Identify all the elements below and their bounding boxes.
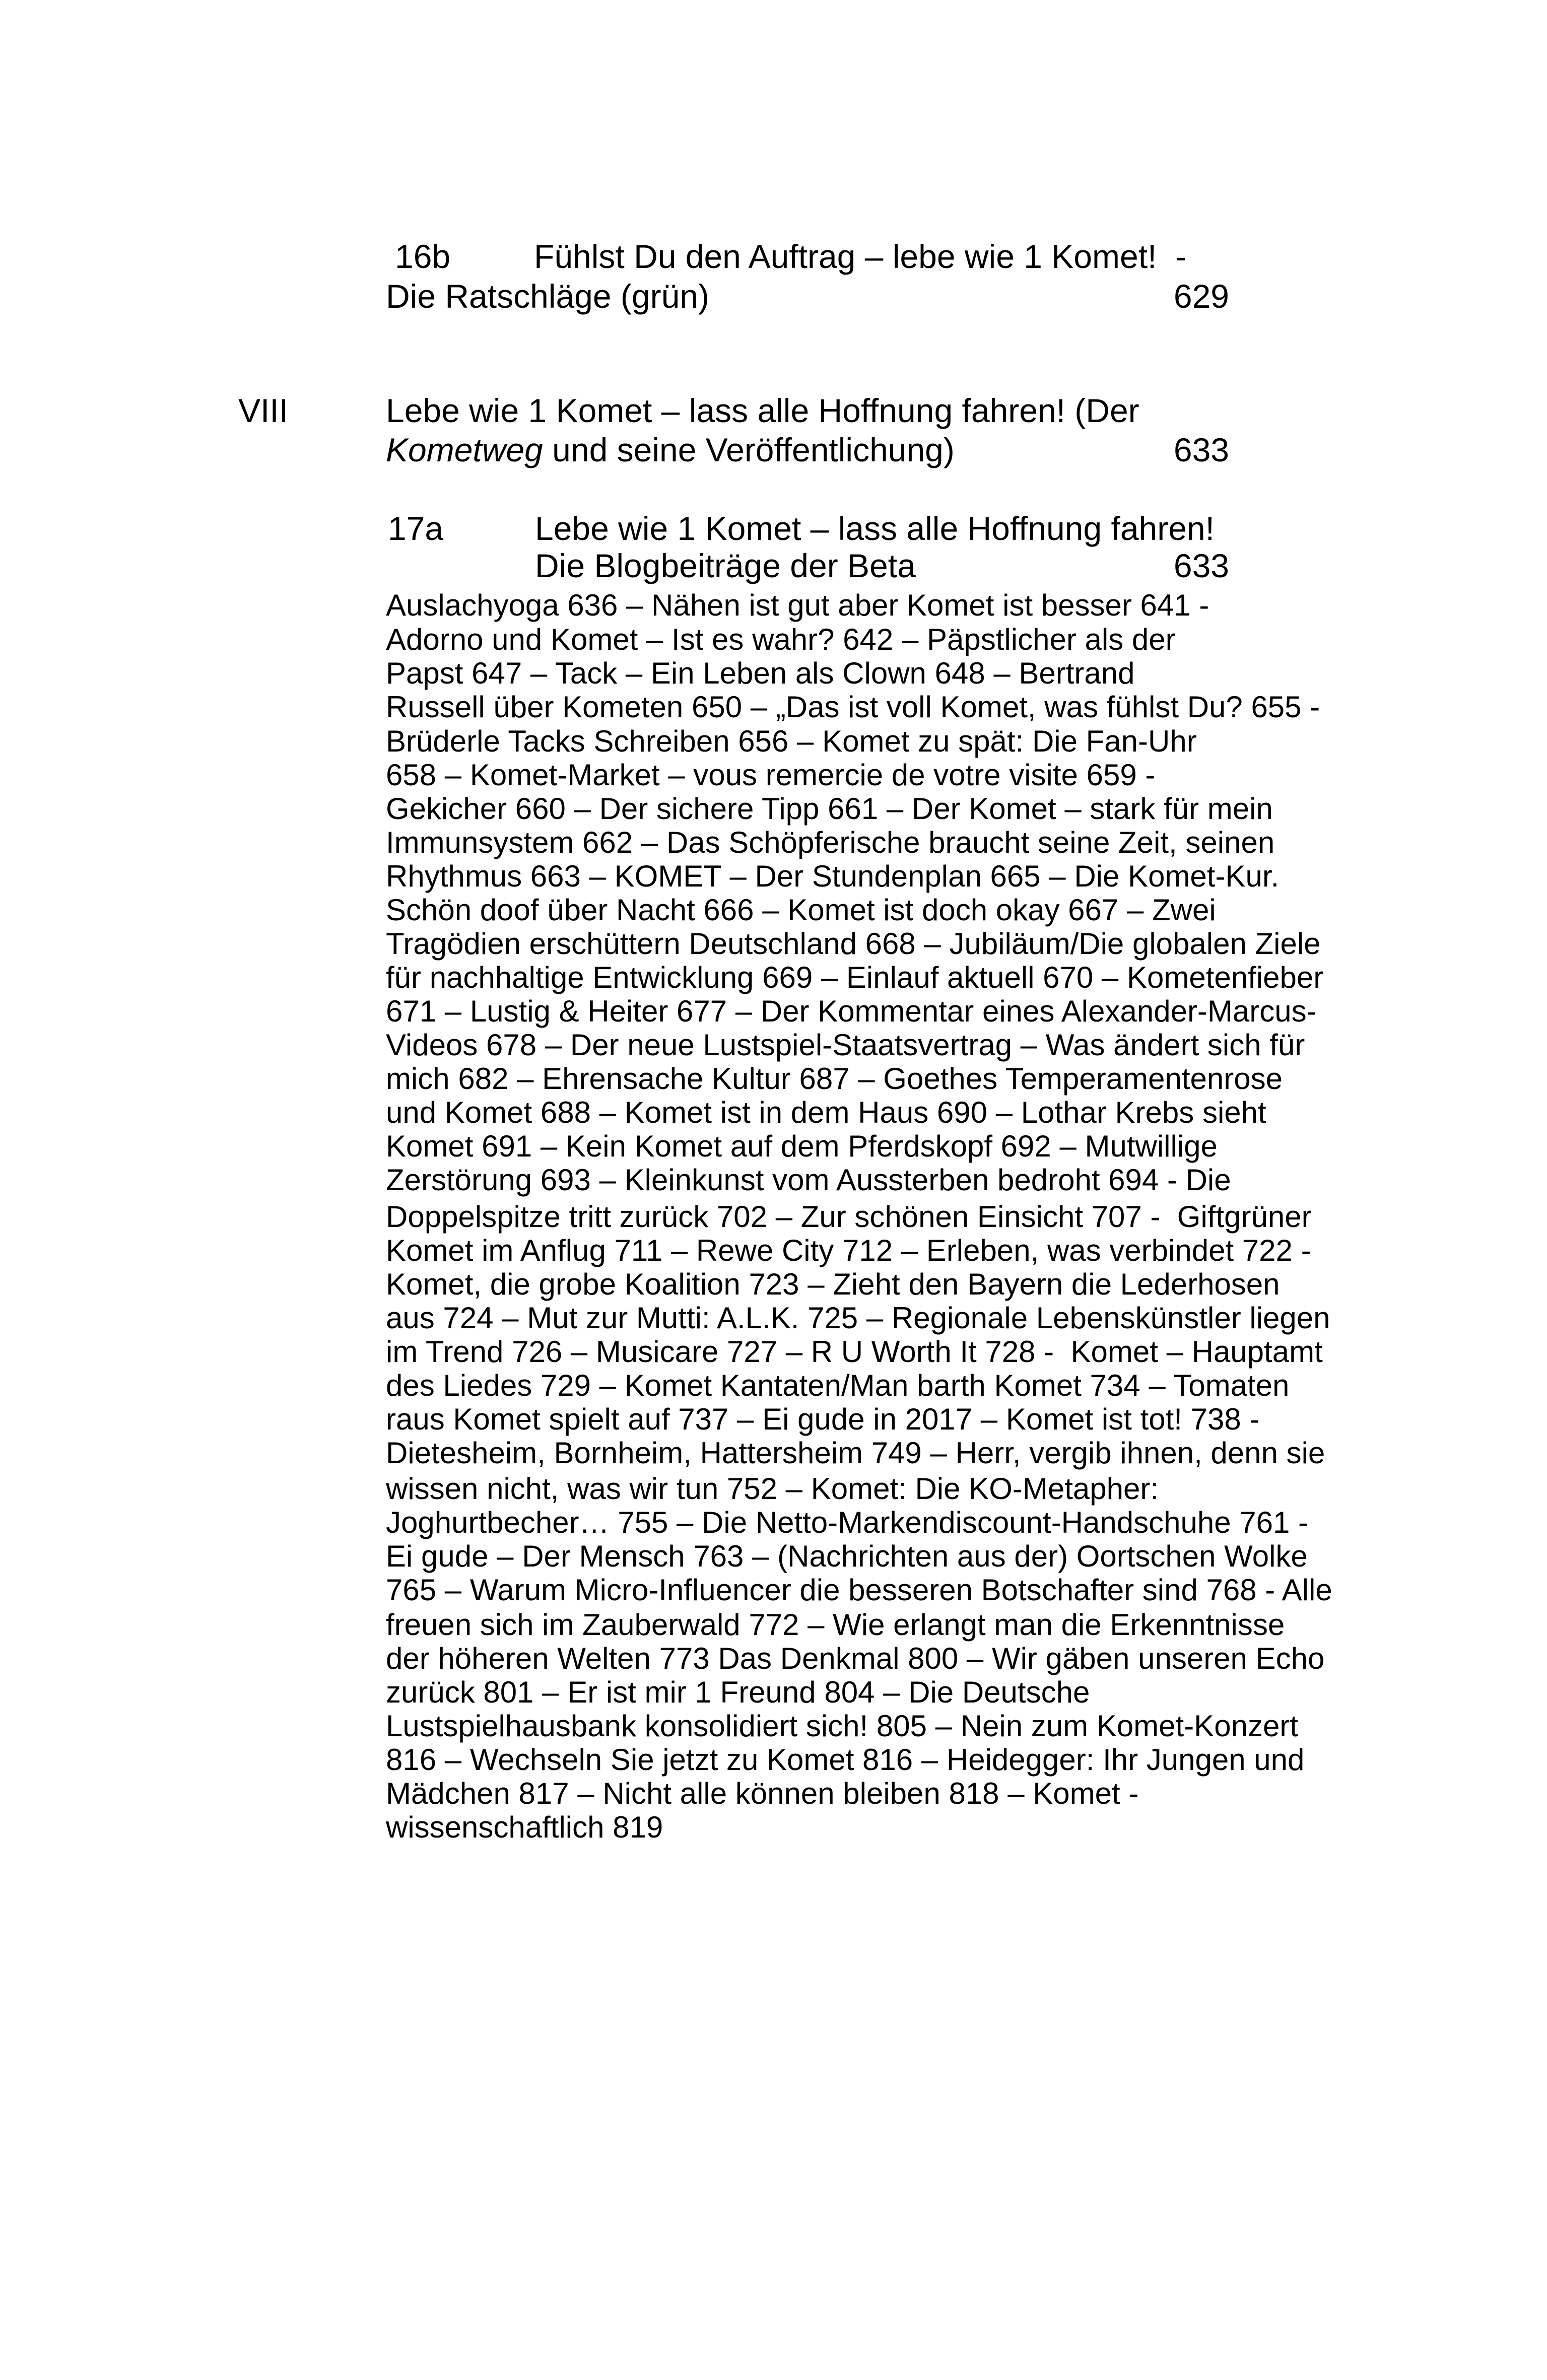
toc-entry-line: Lustspielhausbank konsolidiert sich! 805 – Nein zum Komet-Konzert <box>386 1709 1298 1743</box>
toc-17a-number: 17a <box>388 510 444 547</box>
toc-entry-line: Tragödien erschüttern Deutschland 668 – Jubiläum/Die globalen Ziele <box>386 927 1321 961</box>
toc-entry-line: für nachhaltige Entwicklung 669 – Einlauf aktuell 670 – Kometenfieber <box>386 961 1324 994</box>
toc-entry-line: des Liedes 729 – Komet Kantaten/Man barth Komet 734 – Tomaten <box>386 1369 1290 1402</box>
toc-entry-line: Brüderle Tacks Schreiben 656 – Komet zu spät: Die Fan-Uhr <box>386 724 1197 758</box>
toc-16b-title-line2: Die Ratschläge (grün) <box>386 278 709 315</box>
toc-entry-line: 816 – Wechseln Sie jetzt zu Komet 816 – Heidegger: Ihr Jungen und <box>386 1743 1305 1777</box>
toc-entry-line: 658 – Komet-Market – vous remercie de votre visite 659 - <box>386 758 1156 792</box>
toc-entry-line: freuen sich im Zauberwald 772 – Wie erlangt man die Erkenntnisse <box>386 1608 1285 1642</box>
toc-part-page: 633 <box>1173 431 1229 468</box>
toc-17a-page: 633 <box>1173 547 1229 584</box>
toc-entry-line: Papst 647 – Tack – Ein Leben als Clown 648 – Bertrand <box>386 656 1135 690</box>
toc-entry-line: mich 682 – Ehrensache Kultur 687 – Goethes Temperamentenrose <box>386 1062 1283 1096</box>
toc-17a-title-line2: Die Blogbeiträge der Beta <box>535 547 916 584</box>
toc-entry-line: Rhythmus 663 – KOMET – Der Stundenplan 665 – Die Komet-Kur. <box>386 859 1280 893</box>
toc-entry-line: Gekicher 660 – Der sichere Tipp 661 – Der Komet – stark für mein <box>386 792 1273 826</box>
toc-part-numeral: VIII <box>238 392 289 429</box>
toc-entry-line: der höheren Welten 773 Das Denkmal 800 – Wir gäben unseren Echo <box>386 1642 1325 1675</box>
toc-17a-title-line1: Lebe wie 1 Komet – lass alle Hoffnung fahren! <box>535 510 1215 547</box>
toc-entry-line: 765 – Warum Micro-Influencer die besseren Botschafter sind 768 - Alle <box>386 1573 1332 1607</box>
toc-16b-number: 16b <box>395 238 451 275</box>
toc-entry-line: und Komet 688 – Komet ist in dem Haus 690 – Lothar Krebs sieht <box>386 1096 1266 1129</box>
toc-entry-line: Doppelspitze tritt zurück 702 – Zur schönen Einsicht 707 - Giftgrüner <box>386 1200 1312 1234</box>
toc-entry-line: Dietesheim, Bornheim, Hattersheim 749 – Herr, vergib ihnen, denn sie <box>386 1436 1325 1470</box>
toc-part-title-line1: Lebe wie 1 Komet – lass alle Hoffnung fahren! (Der <box>386 392 1139 429</box>
toc-entry-line: raus Komet spielt auf 737 – Ei gude in 2017 – Komet ist tot! 738 - <box>386 1402 1260 1436</box>
toc-16b-page: 629 <box>1173 278 1229 315</box>
toc-entry-line: Videos 678 – Der neue Lustspiel-Staatsvertrag – Was ändert sich für <box>386 1028 1305 1062</box>
toc-entry-line: zurück 801 – Er ist mir 1 Freund 804 – Die Deutsche <box>386 1675 1090 1709</box>
toc-entry-line: Auslachyoga 636 – Nähen ist gut aber Komet ist besser 641 - <box>386 588 1209 622</box>
toc-entry-line: wissenschaftlich 819 <box>386 1810 663 1844</box>
toc-entry-line: Komet 691 – Kein Komet auf dem Pferdskopf 692 – Mutwillige <box>386 1129 1218 1163</box>
toc-entry-line: Mädchen 817 – Nicht alle können bleiben 818 – Komet - <box>386 1777 1139 1810</box>
toc-entry-line: aus 724 – Mut zur Mutti: A.L.K. 725 – Regionale Lebenskünstler liegen <box>386 1301 1330 1335</box>
toc-part-title-line2 <box>386 433 955 466</box>
toc-entry-line: wissen nicht, was wir tun 752 – Komet: Die KO-Metapher: <box>386 1472 1159 1506</box>
toc-entry-line: Adorno und Komet – Ist es wahr? 642 – Päpstlicher als der <box>386 623 1176 656</box>
toc-entry-line: 671 – Lustig & Heiter 677 – Der Kommentar eines Alexander-Marcus- <box>386 994 1317 1028</box>
toc-entry-line: im Trend 726 – Musicare 727 – R U Worth It 728 - Komet – Hauptamt <box>386 1335 1323 1369</box>
toc-part-title-italic: Kometweg <box>386 431 543 468</box>
toc-entry-line: Russell über Kometen 650 – „Das ist voll Komet, was fühlst Du? 655 - <box>386 690 1320 724</box>
toc-entry-line: Komet, die grobe Koalition 723 – Zieht den Bayern die Lederhosen <box>386 1267 1280 1301</box>
toc-entry-line: Komet im Anflug 711 – Rewe City 712 – Erleben, was verbindet 722 - <box>386 1234 1311 1267</box>
toc-entry-line: Immunsystem 662 – Das Schöpferische braucht seine Zeit, seinen <box>386 826 1275 859</box>
toc-entry-line: Ei gude – Der Mensch 763 – (Nachrichten aus der) Oortschen Wolke <box>386 1539 1308 1573</box>
toc-entry-line: Zerstörung 693 – Kleinkunst vom Aussterben bedroht 694 - Die <box>386 1163 1231 1197</box>
toc-entry-line: Schön doof über Nacht 666 – Komet ist doch okay 667 – Zwei <box>386 893 1216 927</box>
toc-16b-title-line1: Fühlst Du den Auftrag – lebe wie 1 Komet! - <box>534 238 1187 275</box>
toc-entry-line: Joghurtbecher… 755 – Die Netto-Markendiscount-Handschuhe 761 - <box>386 1506 1309 1539</box>
toc-part-title-rest: und seine Veröffentlichung) <box>543 431 955 468</box>
